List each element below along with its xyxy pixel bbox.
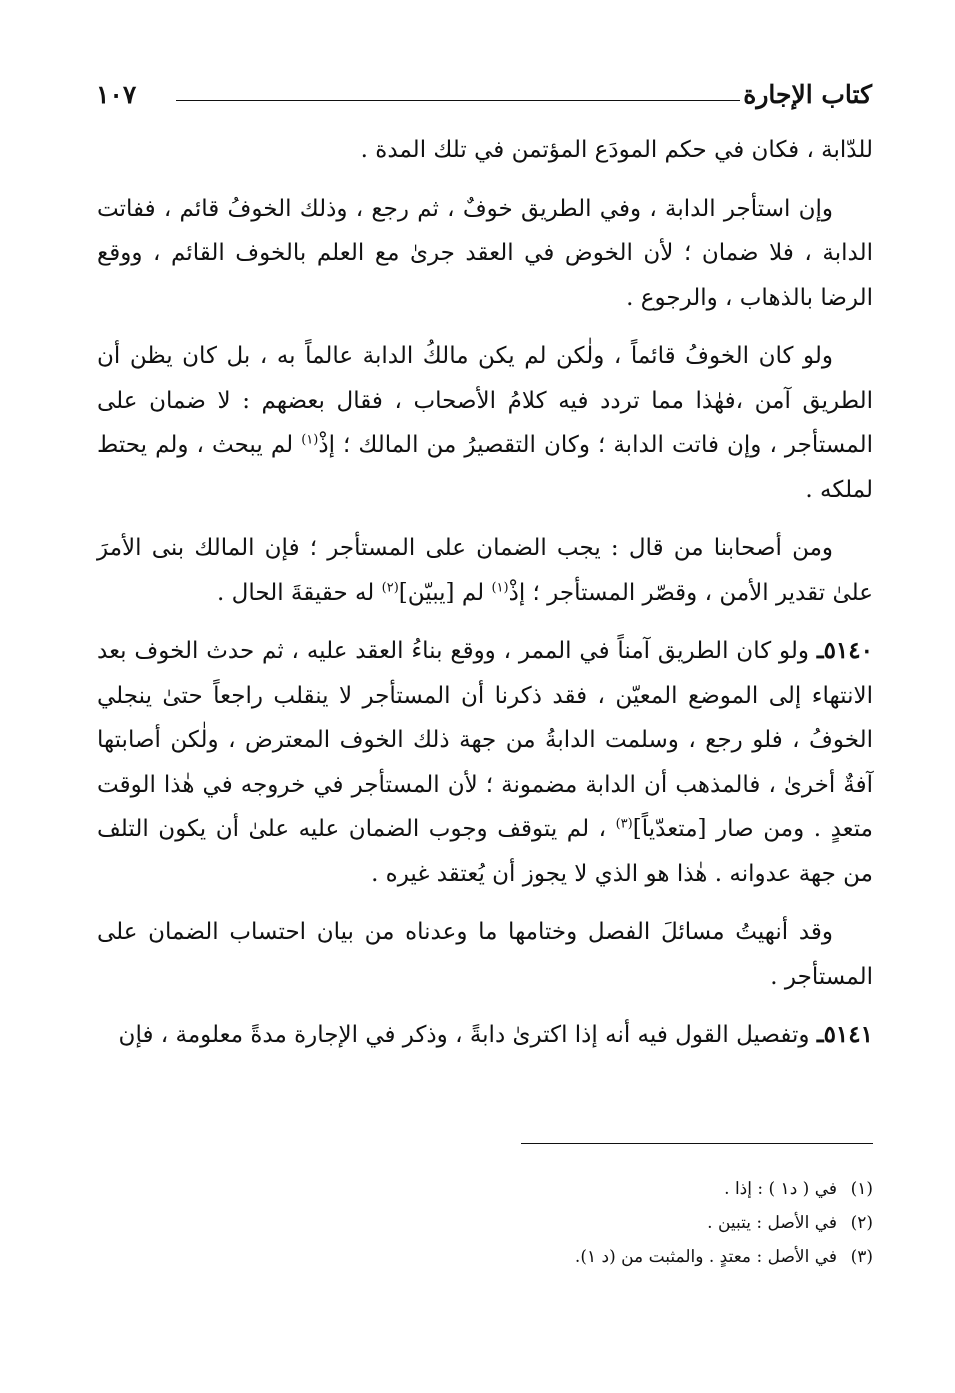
footnote-ref-1: (١) — [301, 432, 319, 448]
paragraph-text: لم [يبيّن] — [398, 579, 492, 606]
footnote-text: في الأصل : معتدٍ . والمثبت من (د ١). — [574, 1247, 837, 1267]
paragraph-text: وإن استأجر الدابة ، وفي الطريق خوفٌ ، ثم رجع ، وذلك الخوفُ قائم ، ففاتت الدابة ، فلا ضمان ؛ لأن الخوض في العقد جرىٰ مع العلم بالخوف القائم ، ووقع الرضا بالذهاب ، والرجوع . — [97, 195, 873, 311]
footnote-3 — [313, 1240, 873, 1274]
footnote-1 — [313, 1172, 873, 1206]
page-number: ١٠٧ — [96, 80, 137, 109]
paragraph-text: ولو كان الطريق آمناً في الممر ، ووقع بناءُ العقد عليه ، ثم حدث الخوف بعد الانتهاء إلى الموضع المعيّن ، فقد ذكرنا أن المستأجر لا ينقلب راجعاً حتىٰ ينجلي الخوفُ ، فلو رجع ، وسلمت الدابةُ من جهة ذلك الخوف المعترض ، ولٰكن أصابتها آفةٌ أخرىٰ ، فالمذهب أن الدابة مضمونة ؛ لأن المستأجر في خروجه في هٰذا الوقت متعدٍ . ومن صار [متعدّياً] — [97, 638, 873, 842]
footnote-number: (١) — [850, 1179, 873, 1199]
footnote-ref-2: (٢) — [381, 579, 399, 595]
paragraph-text: ولو كان الخوفُ قائماً ، ولٰكن لم يكن مالكُ الدابة عالماً به ، بل كان يظن أن الطريق آمن ،فهٰذا مما تردد فيه كلامُ الأصحاب ، فقال بعضهم : لا ضمان على المستأجر ، وإن فاتت الدابة ؛ وكان التقصيرُ من المالك ؛ إذْ — [97, 343, 873, 458]
paragraph-4 — [97, 526, 873, 615]
paragraph-text: للدّابة ، فكان في حكم المودَع المؤتمن في تلك المدة . — [360, 137, 873, 163]
footnote-separator — [521, 1143, 873, 1144]
issue-number: ٥١٤١ـ — [816, 1021, 873, 1048]
paragraph-text: وقد أنهيتُ مسائلَ الفصل وختامها ما وعدناه من بيان احتساب الضمان على المستأجر . — [97, 919, 873, 990]
footnote-2 — [313, 1206, 873, 1240]
paragraph-text: وتفصيل القول فيه أنه إذا اكترىٰ دابةً ، وذكر في الإجارة مدةً معلومة ، فإن — [118, 1022, 817, 1048]
footnote-text: في ( د١ ) : إذا . — [724, 1179, 837, 1199]
paragraph-6 — [97, 910, 873, 999]
paragraph-1 — [97, 128, 873, 173]
issue-number: ٥١٤٠ـ — [816, 637, 873, 664]
body-text — [97, 128, 873, 1072]
paragraph-5141 — [97, 1013, 873, 1058]
paragraph-3 — [97, 334, 873, 512]
footnotes — [313, 1172, 873, 1274]
chapter-title: كتاب الإجارة — [743, 80, 872, 109]
running-header — [96, 78, 872, 118]
footnote-ref-1: (١) — [491, 579, 509, 595]
header-rule — [176, 100, 740, 101]
paragraph-5140 — [97, 629, 873, 896]
footnote-text: في الأصل : يتبين . — [707, 1213, 837, 1233]
paragraph-text: ، لم يتوقف وجوب الضمان عليه علىٰ أن يكون التلف من جهة عدوانه . هٰذا هو الذي لا يجوز أن يُعتقد غيره . — [97, 816, 873, 887]
paragraph-text: لم يبحث ، ولم يحتط لملكه . — [97, 432, 873, 503]
footnote-ref-3: (٣) — [615, 816, 633, 832]
footnote-number: (٢) — [850, 1213, 873, 1233]
paragraph-text: ومن أصحابنا من قال : يجب الضمان على المستأجر ؛ فإن المالك بنى الأمرَ علىٰ تقدير الأمن ، وقصّر المستأجر ؛ إذْ — [97, 535, 873, 606]
paragraph-text: له حقيقةَ الحال . — [217, 579, 382, 606]
footnote-number: (٣) — [850, 1247, 873, 1267]
paragraph-2 — [97, 187, 873, 321]
